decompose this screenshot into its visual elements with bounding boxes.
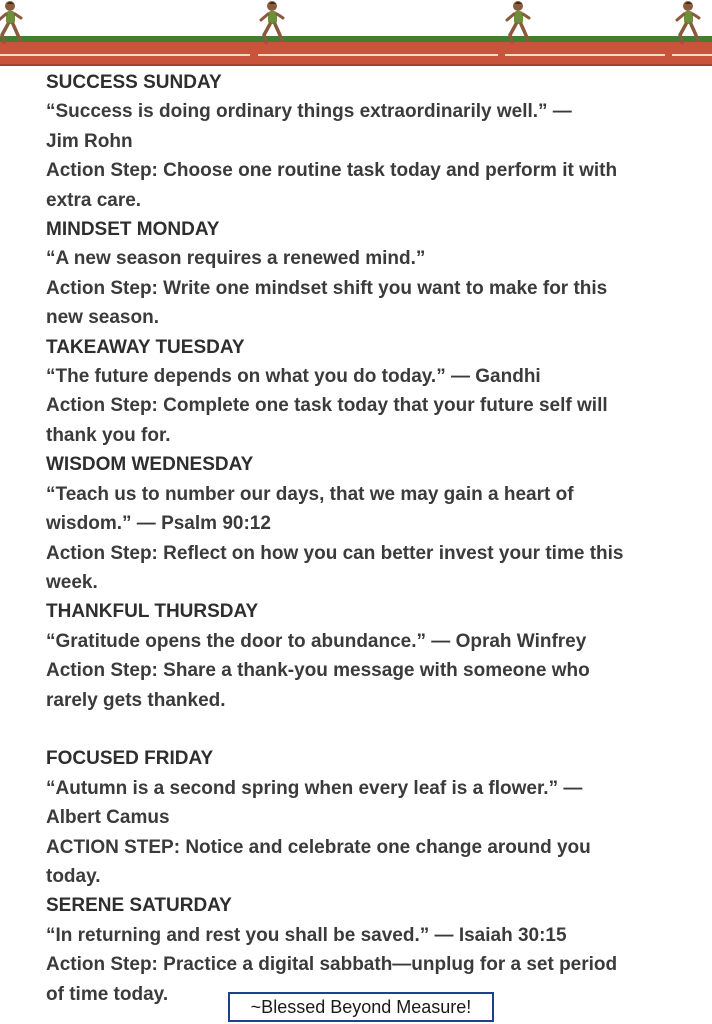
- lane-line: [258, 54, 498, 56]
- action-step-line: extra care.: [46, 189, 142, 211]
- section-success-sunday: [46, 68, 686, 215]
- lane-line: [505, 54, 665, 56]
- action-step-line: Action Step: Complete one task today that your future self will: [46, 395, 608, 417]
- signature-box: ~Blessed Beyond Measure!: [228, 992, 494, 1022]
- action-step-line: thank you for.: [46, 424, 171, 446]
- action-step-line: week.: [46, 571, 98, 593]
- action-step-line: Action Step: Choose one routine task today and perform it with: [46, 160, 618, 182]
- action-step-line: Action Step: Share a thank-you message with someone who: [46, 660, 590, 682]
- quote-author: Jim Rohn: [46, 130, 133, 152]
- section-heading: TAKEAWAY TUESDAY: [46, 336, 245, 358]
- quote-line: “Success is doing ordinary things extraordinarily well.” —: [46, 101, 572, 123]
- action-step-line: Action Step: Practice a digital sabbath—unplug for a set period: [46, 954, 618, 976]
- action-step-line: today.: [46, 865, 101, 887]
- running-track-banner: [0, 0, 712, 68]
- runner-icon: [674, 0, 702, 46]
- section-heading: FOCUSED FRIDAY: [46, 748, 214, 770]
- section-wisdom-wednesday: [46, 450, 686, 597]
- section-focused-friday: [46, 744, 686, 891]
- action-step-line: rarely gets thanked.: [46, 689, 226, 711]
- runner-icon: [0, 0, 24, 46]
- section-heading: WISDOM WEDNESDAY: [46, 454, 254, 476]
- action-step-line: Action Step: Reflect on how you can better invest your time this: [46, 542, 624, 564]
- section-thankful-thursday: [46, 597, 686, 715]
- action-step-line: ACTION STEP: Notice and celebrate one change around you: [46, 836, 591, 858]
- action-step-line: Action Step: Write one mindset shift you want to make for this: [46, 277, 608, 299]
- weekly-motivation-list: [46, 68, 686, 1009]
- lane-line: [0, 54, 250, 56]
- blank-line: [46, 715, 686, 744]
- lane-line: [672, 54, 712, 56]
- quote-line: “Gratitude opens the door to abundance.” — Oprah Winfrey: [46, 630, 587, 652]
- quote-author: Albert Camus: [46, 807, 170, 829]
- quote-line: “A new season requires a renewed mind.”: [46, 248, 426, 270]
- section-takeaway-tuesday: [46, 333, 686, 451]
- quote-line: wisdom.” — Psalm 90:12: [46, 513, 271, 535]
- quote-line: “The future depends on what you do today.” — Gandhi: [46, 366, 541, 388]
- action-step-line: new season.: [46, 307, 159, 329]
- section-mindset-monday: [46, 215, 686, 333]
- quote-line: “In returning and rest you shall be saved.” — Isaiah 30:15: [46, 924, 567, 946]
- section-heading: SERENE SATURDAY: [46, 895, 232, 917]
- quote-line: “Autumn is a second spring when every leaf is a flower.” —: [46, 777, 583, 799]
- section-heading: MINDSET MONDAY: [46, 219, 220, 241]
- runner-icon: [258, 0, 286, 46]
- runner-icon: [504, 0, 532, 46]
- section-heading: SUCCESS SUNDAY: [46, 72, 222, 93]
- action-step-line: of time today.: [46, 983, 169, 1005]
- section-heading: THANKFUL THURSDAY: [46, 601, 259, 623]
- quote-line: “Teach us to number our days, that we may gain a heart of: [46, 483, 574, 505]
